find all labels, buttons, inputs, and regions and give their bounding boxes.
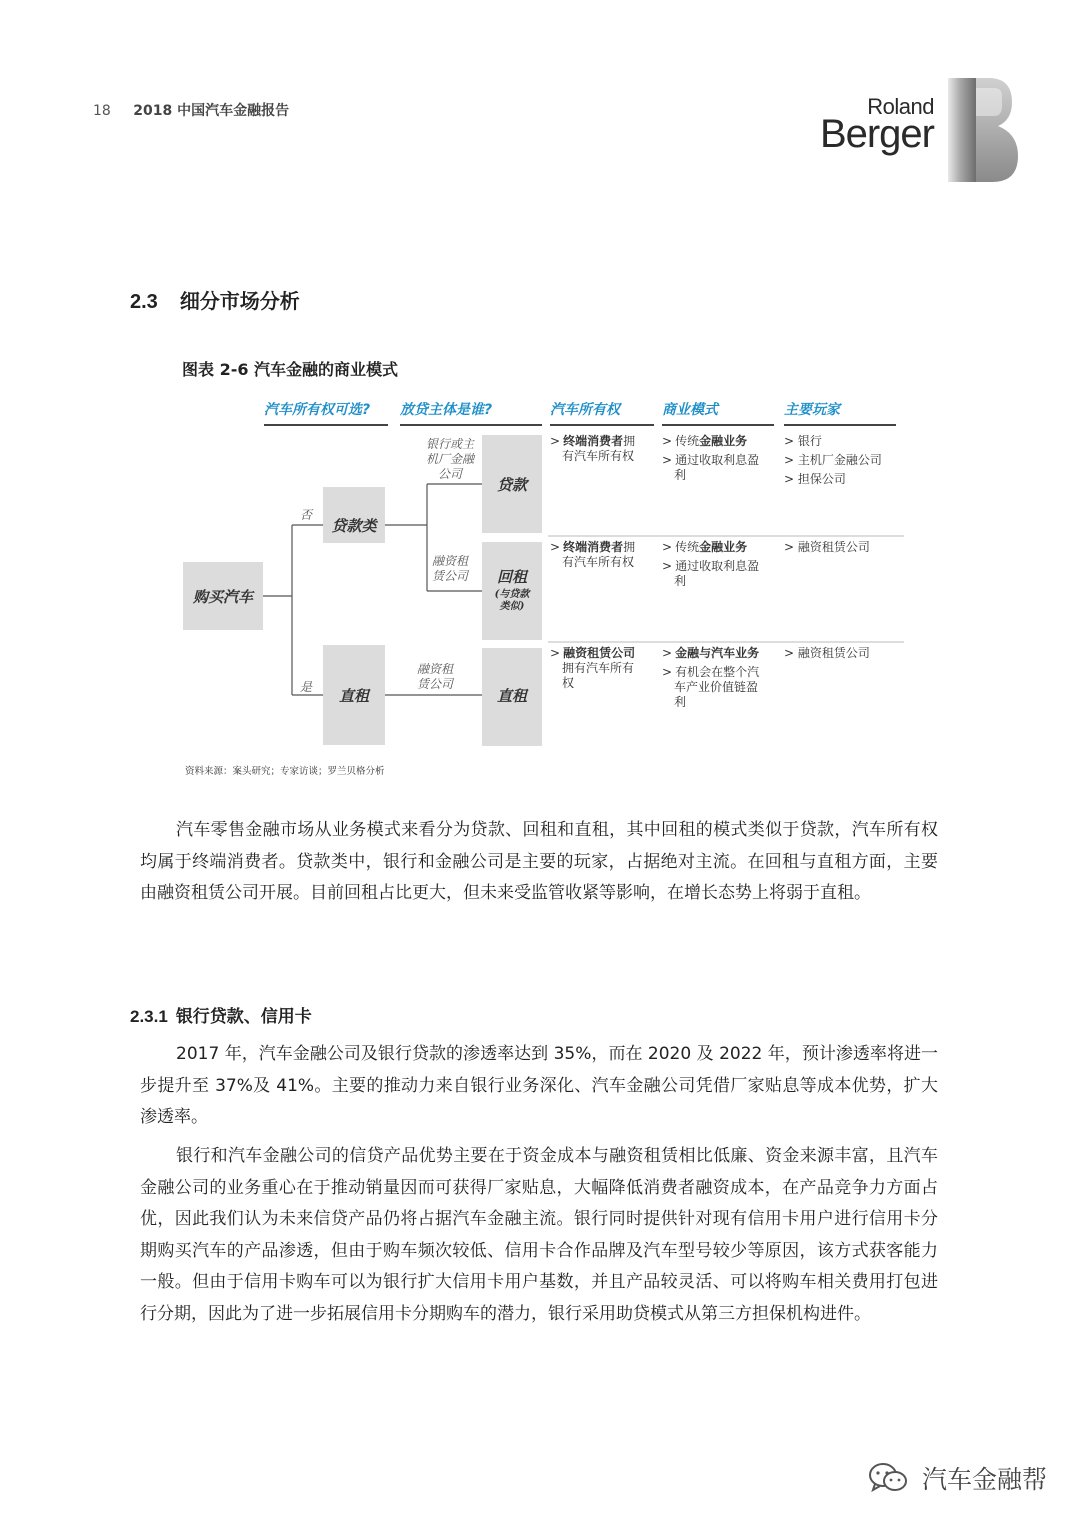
svg-text:> 担保公司: > 担保公司 [784, 472, 846, 486]
lender-label: 赁公司 [416, 677, 454, 691]
svg-text:>通过收取利息盈: > 通过收取利息盈 [662, 559, 760, 573]
watermark [868, 1460, 1047, 1496]
wechat-icon [868, 1461, 908, 1495]
lender-label: 赁公司 [431, 569, 469, 583]
root-label: 购买汽车 [192, 588, 254, 606]
lender-label: 银行或主 [425, 437, 475, 451]
logo-text-berger: Berger [819, 112, 934, 156]
svg-text:有汽车所有权: 有汽车所有权 [562, 555, 635, 569]
section-number: 2.3 [130, 291, 158, 313]
svg-text:>融资租赁公司: > 融资租赁公司 [550, 646, 636, 660]
logo-b-icon [942, 76, 1022, 184]
business-model-diagram [180, 392, 910, 757]
subsection-number: 2.3.1 [130, 1007, 168, 1026]
body-paragraph: 2017 年，汽车金融公司及银行贷款的渗透率达到 35%，而在 2020 及 2022 年，预计渗透率将进一步提升至 37%及 41%。主要的推动力来自银行业务深化、汽车金融公司凭借厂家贴息等成本优势，扩大渗透率。 [140, 1044, 938, 1127]
table-row [550, 539, 870, 588]
svg-text:>传统金融业务: > 传统金融业务 [662, 434, 748, 448]
body-paragraph: 汽车零售金融市场从业务模式来看分为贷款、回租和直租，其中回租的模式类似于贷款，汽车所有权均属于终端消费者。贷款类中，银行和金融公司是主要的玩家，占据绝对主流。在回租与直租方面，主要由融资租赁公司开展。目前回租占比更大，但未来受监管收紧等影响，在增长态势上将弱于直租。 [140, 820, 938, 903]
svg-text:> 融资租赁公司: > 融资租赁公司 [784, 540, 870, 554]
svg-text:车产业价值链盈: 车产业价值链盈 [674, 680, 759, 694]
leaseback-label: 回租 [496, 568, 528, 586]
column-header: 汽车所有权可选? [264, 402, 371, 418]
table-row [550, 433, 882, 486]
svg-text:利: 利 [674, 468, 687, 482]
lender-label: 融资租 [431, 554, 469, 568]
section-heading [130, 285, 300, 314]
loan-type-label: 贷款类 [331, 517, 377, 535]
section-title: 细分市场分析 [179, 289, 300, 313]
svg-text:利: 利 [674, 695, 687, 709]
column-header: 主要玩家 [784, 402, 840, 418]
watermark-text: 汽车金融帮 [921, 1465, 1047, 1494]
roland-berger-logo [800, 76, 1030, 186]
svg-text:有汽车所有权: 有汽车所有权 [562, 449, 635, 463]
svg-text:> 银行: > 银行 [784, 434, 822, 448]
lender-label: 公司 [437, 467, 463, 481]
column-header: 汽车所有权 [550, 402, 620, 418]
figure-caption: 图表 2-6 汽车金融的商业模式 [182, 360, 399, 379]
body-paragraph: 银行和汽车金融公司的信贷产品优势主要在于资金成本与融资租赁相比低廉、资金来源丰富，且汽车金融公司的业务重心在于推动销量因而可获得厂家贴息，大幅降低消费者融资成本，在产品竞争力方面占优，因此我们认为未来信贷产品仍将占据汽车金融主流。银行同时提供针对现有信用卡用户进行信用卡分期购买汽车的产品渗透，但由于购车频次较低、信用卡合作品牌及汽车型号较少等原因，该方式获客能力一般。但由于信用卡购车可以为银行扩大信用卡用户基数，并且产品较灵活、可以将购车相关费用打包进行分期，因此为了进一步拓展信用卡分期购车的潜力，银行采用助贷模式从第三方担保机构进件。 [140, 1146, 938, 1324]
branch-label-no: 否 [299, 508, 313, 522]
lender-label: 融资租 [416, 662, 454, 676]
svg-text:>传统金融业务: > 传统金融业务 [662, 540, 748, 554]
svg-text:拥有汽车所有: 拥有汽车所有 [562, 661, 635, 675]
page-number: 18 [93, 103, 111, 119]
lender-label: 机厂金融 [425, 452, 475, 466]
logo-text-roland: Roland [867, 94, 934, 119]
subsection-title: 银行贷款、信用卡 [175, 1007, 312, 1027]
svg-text:>终端消费者拥: > 终端消费者拥 [550, 434, 636, 448]
svg-text:> 融资租赁公司: > 融资租赁公司 [784, 646, 870, 660]
loan-label: 贷款 [496, 476, 528, 494]
svg-text:>金融与汽车业务: > 金融与汽车业务 [662, 646, 760, 660]
branch-label-yes: 是 [299, 680, 313, 694]
svg-text:权: 权 [562, 676, 575, 690]
report-title: 2018 中国汽车金融报告 [133, 103, 290, 119]
column-header: 商业模式 [662, 402, 718, 418]
direct-lease-label: 直租 [338, 687, 370, 705]
column-header: 放贷主体是谁? [400, 402, 493, 418]
svg-text:> 主机厂金融公司: > 主机厂金融公司 [784, 453, 882, 467]
leaseback-note: 类似) [499, 601, 525, 612]
figure-source: 资料来源：案头研究；专家访谈；罗兰贝格分析 [185, 766, 385, 777]
direct-label: 直租 [496, 687, 528, 705]
svg-text:>有机会在整个汽: > 有机会在整个汽 [662, 665, 760, 679]
svg-text:>通过收取利息盈: > 通过收取利息盈 [662, 453, 760, 467]
svg-text:利: 利 [674, 574, 687, 588]
table-row [550, 645, 870, 709]
subsection-heading [130, 1002, 312, 1027]
page-header [93, 100, 289, 120]
svg-text:>终端消费者拥: > 终端消费者拥 [550, 540, 636, 554]
leaseback-note: (与贷款 [494, 589, 530, 600]
